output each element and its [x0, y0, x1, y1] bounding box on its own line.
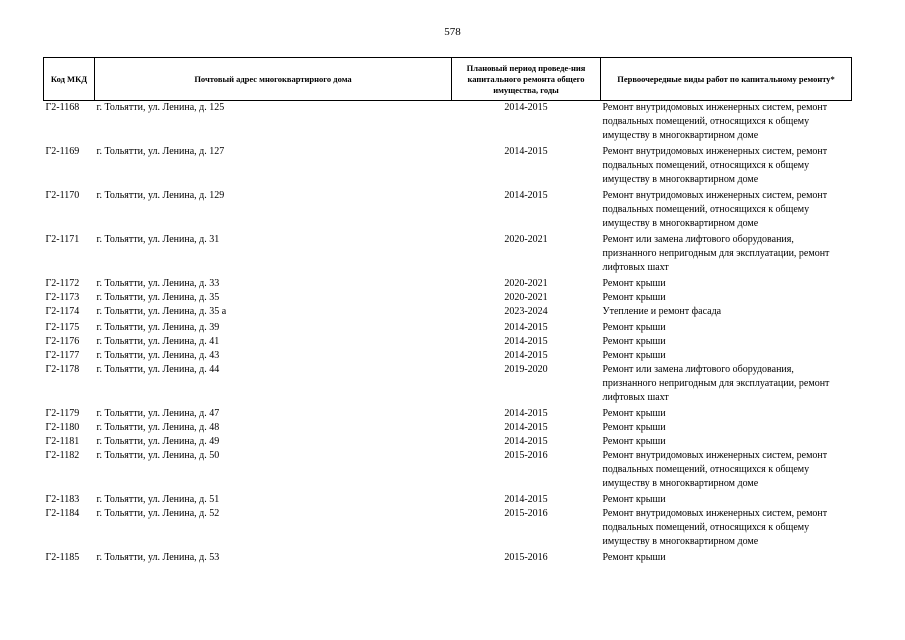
priority-works: Ремонт внутридомовых инженерных систем, ремонт подвальных помещений, относящихся к общему имуществу в многоквартирном доме	[602, 102, 828, 141]
postal-address: г. Тольятти, ул. Ленина, д. 125	[96, 102, 225, 113]
postal-address: г. Тольятти, ул. Ленина, д. 47	[96, 408, 220, 419]
priority-works: Ремонт крыши	[602, 350, 666, 361]
mkd-code: Г2-1177	[45, 350, 80, 361]
priority-works: Ремонт или замена лифтового оборудования, признанного непригодным для эксплуатации, ремонт лифтовых шахт	[602, 234, 830, 273]
priority-works: Ремонт или замена лифтового оборудования, признанного непригодным для эксплуатации, ремонт лифтовых шахт	[602, 364, 830, 403]
table-row	[44, 305, 852, 321]
table-row	[44, 551, 852, 565]
repair-period: 2014-2015	[504, 336, 548, 347]
mkd-code: Г2-1182	[45, 450, 80, 461]
table-row	[44, 291, 852, 305]
mkd-code: Г2-1174	[45, 306, 80, 317]
priority-works: Ремонт крыши	[602, 408, 666, 419]
table-row	[44, 421, 852, 435]
table-row	[44, 321, 852, 335]
priority-works: Утепление и ремонт фасада	[602, 306, 722, 317]
header-period: Плановый период проведе-ния капитального ремонта общего имущества, годы	[452, 58, 601, 101]
table-row	[44, 507, 852, 551]
priority-works: Ремонт внутридомовых инженерных систем, ремонт подвальных помещений, относящихся к общему имуществу в многоквартирном доме	[602, 450, 828, 489]
priority-works: Ремонт крыши	[602, 336, 666, 347]
priority-works: Ремонт крыши	[602, 436, 666, 447]
repair-period: 2020-2021	[504, 292, 548, 303]
priority-works: Ремонт крыши	[602, 494, 666, 505]
priority-works: Ремонт крыши	[602, 322, 666, 333]
header-address: Почтовый адрес многоквартирного дома	[95, 58, 452, 101]
mkd-code: Г2-1185	[45, 552, 80, 563]
repair-period: 2014-2015	[504, 102, 548, 113]
priority-works: Ремонт крыши	[602, 292, 666, 303]
repair-period: 2014-2015	[504, 422, 548, 433]
table-row	[44, 145, 852, 189]
repair-period: 2014-2015	[504, 146, 548, 157]
postal-address: г. Тольятти, ул. Ленина, д. 41	[96, 336, 220, 347]
priority-works: Ремонт крыши	[602, 422, 666, 433]
mkd-code: Г2-1178	[45, 364, 80, 375]
repair-period: 2019-2020	[504, 364, 548, 375]
table-row	[44, 449, 852, 493]
postal-address: г. Тольятти, ул. Ленина, д. 49	[96, 436, 220, 447]
header-works: Первоочередные виды работ по капитальному ремонту*	[601, 58, 852, 101]
header-code: Код МКД	[44, 58, 95, 101]
table-body	[44, 101, 852, 566]
table-row	[44, 189, 852, 233]
postal-address: г. Тольятти, ул. Ленина, д. 44	[96, 364, 220, 375]
repair-period: 2020-2021	[504, 278, 548, 289]
table-row	[44, 277, 852, 291]
postal-address: г. Тольятти, ул. Ленина, д. 52	[96, 508, 220, 519]
repair-period: 2015-2016	[504, 508, 548, 519]
repair-period: 2014-2015	[504, 190, 548, 201]
table-row	[44, 335, 852, 349]
priority-works: Ремонт внутридомовых инженерных систем, ремонт подвальных помещений, относящихся к общему имуществу в многоквартирном доме	[602, 146, 828, 185]
table-header	[44, 58, 852, 101]
table-row	[44, 363, 852, 407]
page-number: 578	[444, 26, 461, 38]
table-row	[44, 407, 852, 421]
mkd-code: Г2-1176	[45, 336, 80, 347]
repair-period: 2014-2015	[504, 350, 548, 361]
mkd-code: Г2-1169	[45, 146, 80, 157]
priority-works: Ремонт внутридомовых инженерных систем, ремонт подвальных помещений, относящихся к общему имуществу в многоквартирном доме	[602, 190, 828, 229]
table-row	[44, 101, 852, 146]
mkd-code: Г2-1181	[45, 436, 80, 447]
repair-period: 2014-2015	[504, 408, 548, 419]
postal-address: г. Тольятти, ул. Ленина, д. 48	[96, 422, 220, 433]
mkd-code: Г2-1175	[45, 322, 80, 333]
postal-address: г. Тольятти, ул. Ленина, д. 31	[96, 234, 220, 245]
mkd-code: Г2-1171	[45, 234, 80, 245]
postal-address: г. Тольятти, ул. Ленина, д. 127	[96, 146, 225, 157]
mkd-code: Г2-1173	[45, 292, 80, 303]
postal-address: г. Тольятти, ул. Ленина, д. 33	[96, 278, 220, 289]
postal-address: г. Тольятти, ул. Ленина, д. 39	[96, 322, 220, 333]
postal-address: г. Тольятти, ул. Ленина, д. 53	[96, 552, 220, 563]
repair-period: 2020-2021	[504, 234, 548, 245]
registry-table	[43, 57, 852, 565]
mkd-code: Г2-1172	[45, 278, 80, 289]
mkd-code: Г2-1179	[45, 408, 80, 419]
priority-works: Ремонт крыши	[602, 278, 666, 289]
repair-period: 2014-2015	[504, 494, 548, 505]
mkd-code: Г2-1184	[45, 508, 80, 519]
repair-period: 2014-2015	[504, 322, 548, 333]
repair-period: 2014-2015	[504, 436, 548, 447]
postal-address: г. Тольятти, ул. Ленина, д. 129	[96, 190, 225, 201]
repair-period: 2023-2024	[504, 306, 548, 317]
postal-address: г. Тольятти, ул. Ленина, д. 35	[96, 292, 220, 303]
table-row	[44, 233, 852, 277]
mkd-code: Г2-1180	[45, 422, 80, 433]
mkd-code: Г2-1183	[45, 494, 80, 505]
mkd-code: Г2-1168	[45, 102, 80, 113]
mkd-code: Г2-1170	[45, 190, 80, 201]
postal-address: г. Тольятти, ул. Ленина, д. 50	[96, 450, 220, 461]
postal-address: г. Тольятти, ул. Ленина, д. 51	[96, 494, 220, 505]
priority-works: Ремонт крыши	[602, 552, 666, 563]
priority-works: Ремонт внутридомовых инженерных систем, ремонт подвальных помещений, относящихся к общему имуществу в многоквартирном доме	[602, 508, 828, 547]
table-row	[44, 493, 852, 507]
table-row	[44, 349, 852, 363]
repair-period: 2015-2016	[504, 450, 548, 461]
repair-period: 2015-2016	[504, 552, 548, 563]
postal-address: г. Тольятти, ул. Ленина, д. 43	[96, 350, 220, 361]
postal-address: г. Тольятти, ул. Ленина, д. 35 а	[96, 306, 227, 317]
table-row	[44, 435, 852, 449]
